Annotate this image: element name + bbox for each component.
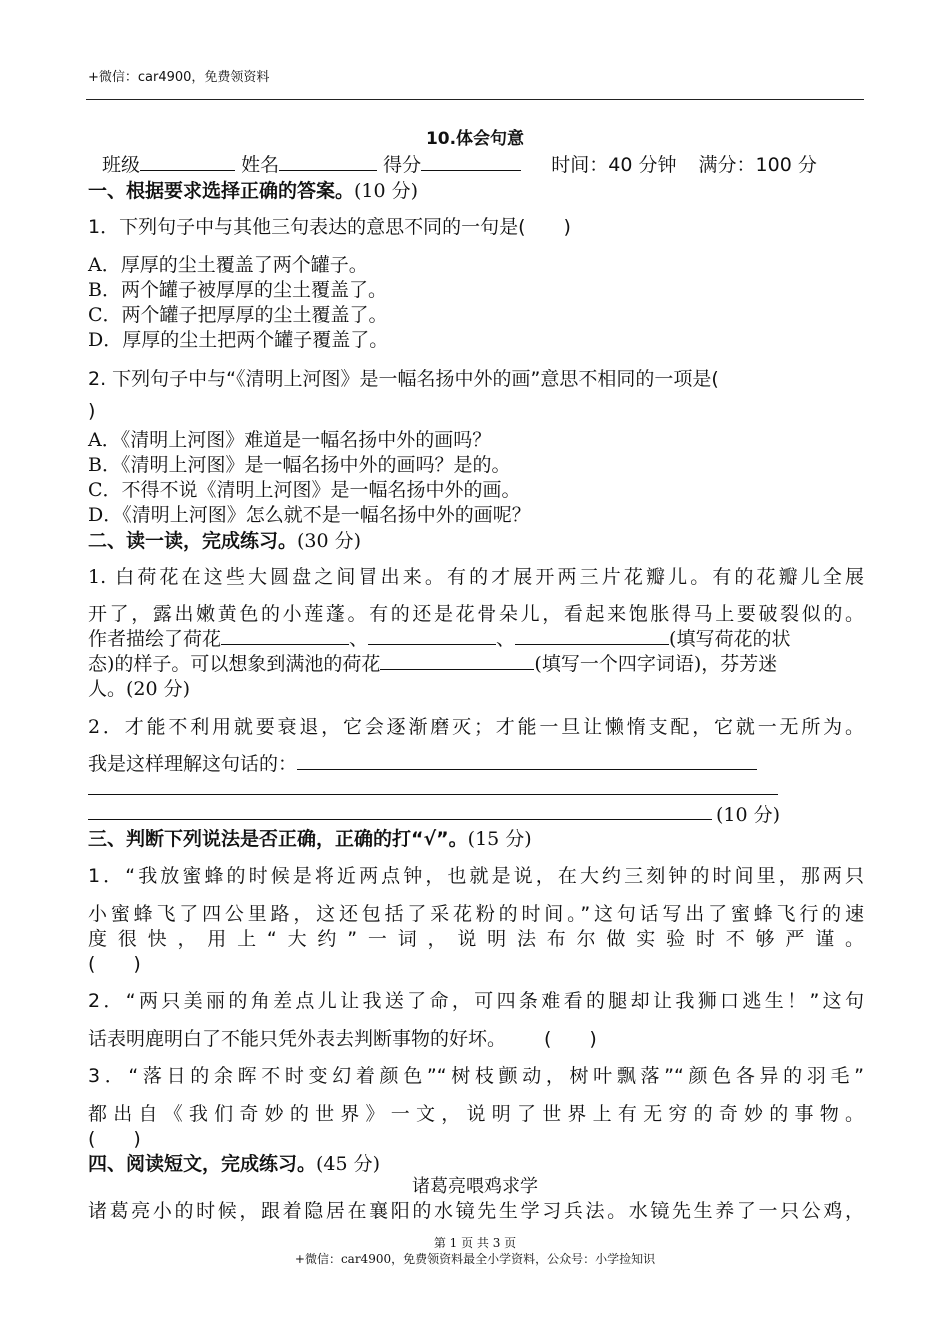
section4-heading: 四、阅读短文，完成练习。(45 分) xyxy=(88,1153,381,1175)
s3-q3-line2: 都出自《我们奇妙的世界》一文，说明了世界上有无穷的奇妙的事物。 xyxy=(88,1103,864,1125)
time-label: 时间：40 分钟 xyxy=(551,154,677,176)
s2-q1-line3: 作者描绘了荷花 、 、 (填写荷花的状 xyxy=(88,624,790,651)
s1-q2-option-c: C．不得不说《清明上河图》是一幅名扬中外的画。 xyxy=(88,479,521,501)
s2-q2-points: (10 分) xyxy=(716,804,781,826)
s1-q1-option-d: D．厚厚的尘土把两个罐子覆盖了。 xyxy=(88,329,389,351)
s3-q1-line2: 小蜜蜂飞了四公里路，这还包括了采花粉的时间。”这句话写出了蜜蜂飞行的速 xyxy=(88,903,864,925)
s2-q1-line4: 态)的样子。可以想象到满池的荷花 (填写一个四字词语)，芬芳迷 xyxy=(88,649,777,676)
name-blank xyxy=(279,151,377,171)
s1-q1-option-a: A．厚厚的尘土覆盖了两个罐子。 xyxy=(88,254,368,276)
s1-q2-stem: 2. 下列句子中与“《清明上河图》是一幅名扬中外的画”意思不相同的一项是( xyxy=(88,368,719,390)
score-label: 得分 xyxy=(383,154,422,176)
class-label: 班级 xyxy=(102,154,141,176)
s3-q3-paren: ( ) xyxy=(88,1128,141,1150)
article-line1: 诸葛亮小的时候，跟着隐居在襄阳的水镜先生学习兵法。水镜先生养了一只公鸡， xyxy=(88,1200,864,1222)
s3-q3-line1: 3．“落日的余晖不时变幻着颜色”“树枝颤动，树叶飘落”“颜色各异的羽毛” xyxy=(88,1065,864,1087)
section2-heading: 二、读一读，完成练习。(30 分) xyxy=(88,530,362,552)
page-title: 10.体会句意 xyxy=(425,129,525,149)
score-blank xyxy=(421,151,521,171)
s1-q2-stem-end: ) xyxy=(88,400,96,422)
s1-q2-option-a: A．《清明上河图》难道是一幅名扬中外的画吗？ xyxy=(88,429,492,451)
answer-line-2 xyxy=(88,794,778,795)
s1-q1-option-b: B．两个罐子被厚厚的尘土覆盖了。 xyxy=(88,279,387,301)
s1-q1-stem: 1．下列句子中与其他三句表达的意思不同的一句是( ) xyxy=(88,216,571,238)
section1-heading: 一、根据要求选择正确的答案。(10 分) xyxy=(88,180,419,202)
s2-q2-line1: 2．才能不利用就要衰退，它会逐渐磨灭；才能一旦让懒惰支配，它就一无所为。 xyxy=(88,716,864,738)
header-note: +微信：car4900，免费领资料 xyxy=(88,70,270,85)
class-blank xyxy=(140,151,235,171)
name-label: 姓名 xyxy=(241,154,280,176)
blank-4 xyxy=(380,650,534,670)
s3-q2-line2: 话表明鹿明白了不能只凭外表去判断事物的好坏。 ( ) xyxy=(88,1028,597,1050)
info-line xyxy=(102,150,817,177)
answer-blank-1 xyxy=(297,750,757,770)
s1-q1-option-c: C．两个罐子把厚厚的尘土覆盖了。 xyxy=(88,304,388,326)
footer-page-number: 第 1 页 共 3 页 xyxy=(433,1236,517,1250)
s1-q2-option-d: D．《清明上河图》怎么就不是一幅名扬中外的画呢？ xyxy=(88,504,531,526)
section3-heading: 三、判断下列说法是否正确，正确的打“√”。(15 分) xyxy=(88,828,532,850)
blank-1 xyxy=(221,625,349,645)
full-score-label: 满分：100 分 xyxy=(698,154,817,176)
blank-3 xyxy=(515,625,669,645)
header-rule xyxy=(86,99,864,100)
article-title: 诸葛亮喂鸡求学 xyxy=(412,1176,538,1197)
s2-q2-line2: 我是这样理解这句话的： xyxy=(88,749,757,776)
footer-note: +微信：car4900，免费领资料最全小学资料，公众号：小学捡知识 xyxy=(294,1252,656,1266)
answer-line-3 xyxy=(88,819,712,820)
s2-q1-line2: 开了，露出嫩黄色的小莲蓬。有的还是花骨朵儿，看起来饱胀得马上要破裂似的。 xyxy=(88,603,864,625)
blank-2 xyxy=(368,625,496,645)
s1-q2-option-b: B．《清明上河图》是一幅名扬中外的画吗？是的。 xyxy=(88,454,511,476)
s3-q1-line3: 度很快，用上“大约”一词，说明法布尔做实验时不够严谨。 xyxy=(88,928,864,950)
s3-q1-line1: 1．“我放蜜蜂的时候是将近两点钟，也就是说，在大约三刻钟的时间里，那两只 xyxy=(88,865,864,887)
s2-q1-line1: 1. 白荷花在这些大圆盘之间冒出来。有的才展开两三片花瓣儿。有的花瓣儿全展 xyxy=(88,566,864,588)
s2-q1-line5: 人。(20 分) xyxy=(88,678,191,700)
s3-q1-paren: ( ) xyxy=(88,953,141,975)
s3-q2-line1: 2．“两只美丽的角差点儿让我送了命，可四条难看的腿却让我狮口逃生！”这句 xyxy=(88,990,864,1012)
